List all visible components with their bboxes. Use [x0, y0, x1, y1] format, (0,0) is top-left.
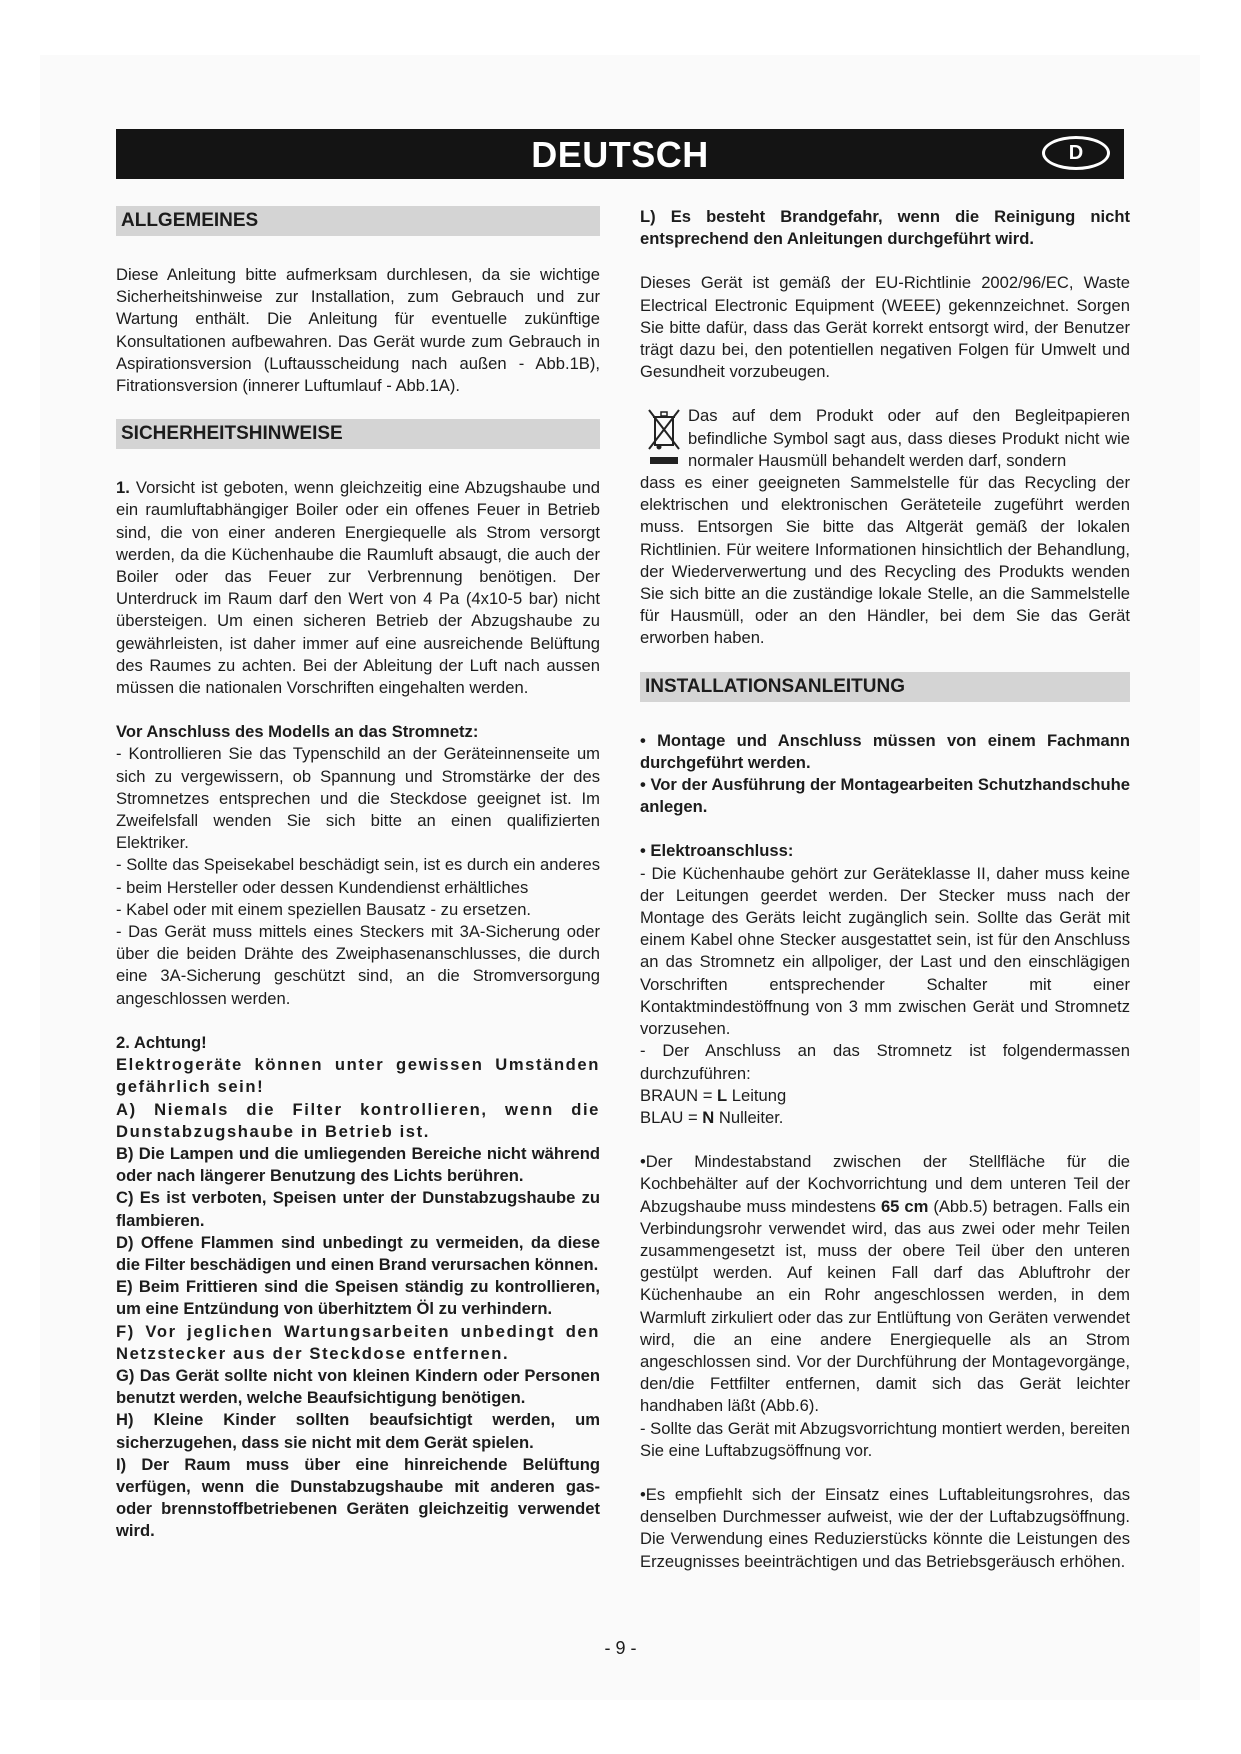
warning-item: I) Der Raum muss über eine hinreichende Belüftung verfügen, wenn die Dunstabzugshaube mit anderen gas- oder brennstoffbetriebenen Geräten gleichzeitig verwendet wird. — [116, 1454, 600, 1541]
installation-heading: INSTALLATIONSANLEITUNG — [640, 672, 1130, 702]
distance-note: - Sollte das Gerät mit Abzugsvorrichtung montiert werden, bereiten Sie eine Luftabzugsöffnung vor. — [640, 1418, 1130, 1460]
warning-title: 2. Achtung! — [116, 1032, 207, 1052]
power-item: - Sollte das Speisekabel beschädigt sein, ist es durch ein anderes - beim Hersteller oder dessen Kundendienst erhältliches — [116, 855, 600, 897]
power-item: - Kontrollieren Sie das Typenschild an der Geräteinnenseite um sich zu vergewissern, ob Spannung und Stromstärke der des Stromnetzes entsprechen und die Steckdose geeignet ist. Im Zweifelsfall wenden Sie sich bitte an einen qualifizierten Elektriker. — [116, 744, 600, 853]
warning-item-l: L) Es besteht Brandgefahr, wenn die Reinigung nicht entsprechend den Anleitungen durchgeführt wird. — [640, 207, 1130, 249]
distance-value: 65 cm — [880, 1196, 929, 1216]
safety-1-number: 1. — [116, 478, 130, 498]
power-item: - Das Gerät muss mittels eines Steckers mit 3A-Sicherung oder über die beiden Drähte des Zweiphasenanschlusses, die durch eine 3A-Sicherung geschützt sind, an die Stromversorgung angeschlossen werden. — [116, 922, 600, 1008]
left-column — [116, 206, 600, 1543]
symbol-text: Das auf dem Produkt oder auf den Begleitpapieren befindliche Symbol sagt aus, dass dieses Produkt nicht wie normaler Hausmüll behandelt werden darf, sondern — [688, 406, 1130, 470]
distance-text: •Der Mindestabstand zwischen der Stellfläche für die Kochbehälter auf der Kochvorrichtung und dem unteren Teil der Abzugshaube muss mindestens 65 cm (Abb.5) betragen. Falls ein Verbindungsrohr verwendet wird, das aus zwei oder mehr Teilen zusammengesetzt ist, muss der obere Teil über den unteren gestülpt werden. Auf keinen Fall darf das Abluftrohr der Küchenhaube an ein Rohr angeschlossen werden, in dem Warmluft zirkuliert oder das zur Entlüftung von Geräten verwendet wird, die an eine andere Energiequelle als an Strom angeschlossen sind. Vor der Durchführung der Montagevorgänge, den/die Fettfilter entfernen, damit sich das Gerät leichter handhaben läßt (Abb.6). — [640, 1152, 1130, 1416]
weee-notice — [640, 405, 1130, 472]
language-title: DEUTSCH — [531, 134, 709, 175]
warning-intro: Elektrogeräte können unter gewissen Umständen gefährlich sein! — [116, 1055, 600, 1097]
electrical-text: - Die Küchenhaube gehört zur Geräteklasse II, daher muss keine der Leitungen geerdet werden. Der Stecker muss nach der Montage des Geräts leicht zugänglich sein. Sollte das Gerät mit einem Kabel ohne Stecker ausgestattet sein, ist für den Anschluss an das Stromnetz ein allpoliger, der Last und den einschlägigen Vorschriften entsprechender Schalter mit einer Kontaktmindestöffnung von 3 mm zwischen Gerät und Stromnetz vorzusehen. — [640, 863, 1130, 1039]
language-badge: D — [1042, 136, 1110, 170]
safety-1-text: Vorsicht ist geboten, wenn gleichzeitig eine Abzugshaube und ein raumluftabhängiger Boiler oder ein offenes Feuer in Betrieb sind, die von einer anderen Energiequelle als Strom versorgt werden, da die Küchenhaube die Raumluft absaugt, die auch der Boiler oder das Feuer zur Verbrennung benötigen. Der Unterdruck im Raum darf den Wert von 4 Pa (4x10-5 bar) nicht übersteigen. Um einen sicheren Betrieb der Abzugshaube zu gewährleisten, ist daher immer auf eine ausreichende Belüftung des Raumes zu achten. Bei der Ableitung der Luft nach aussen müssen die nationalen Vorschriften eingehalten werden. — [116, 478, 600, 698]
warning-item: A) Niemals die Filter kontrollieren, wenn die Dunstabzugshaube in Betrieb ist. — [116, 1099, 600, 1141]
general-text: Diese Anleitung bitte aufmerksam durchlesen, da sie wichtige Sicherheitshinweise zur Installation, zum Gebrauch und zur Wartung enthält. Die Anleitung für eventuelle zukünftige Konsultationen aufbewahren. Das Gerät wurde zum Gebrauch in Aspirationsversion (Luftausscheidung nach außen - Abb.1B), Fitrationsversion (innerer Luftumlauf - Abb.1A). — [116, 265, 600, 396]
symbol-text-continued: dass es einer geeigneten Sammelstelle für das Recycling der elektrischen und elektronischen Geräteteile zugeführt werden muss. Entsorgen Sie bitte das Altgerät gemäß der lokalen Richtlinien. Für weitere Informationen hinsichtlich der Behandlung, der Wiederverwertung und des Recycling des Produkts wenden Sie sich bitte an die zuständige lokale Stelle, an die Sammelstelle für Hausmüll, oder an den Händler, bei dem Sie das Gerät erworben haben. — [640, 473, 1130, 648]
power-heading: Vor Anschluss des Modells an das Stromnetz: — [116, 722, 479, 742]
warning-item: E) Beim Frittieren sind die Speisen ständig zu kontrollieren, um eine Entzündung von überhitztem Öl zu verhindern. — [116, 1277, 600, 1319]
safety-1 — [116, 477, 600, 699]
warning-item: H) Kleine Kinder sollten beaufsichtigt werden, um sicherzugehen, dass sie nicht mit dem Gerät spielen. — [116, 1410, 600, 1452]
right-column — [640, 206, 1130, 1573]
wire-brown: BRAUN = L Leitung — [640, 1085, 787, 1105]
safety-heading: SICHERHEITSHINWEISE — [116, 419, 600, 449]
crossed-bin-icon — [640, 405, 688, 471]
warning-item: F) Vor jeglichen Wartungsarbeiten unbedingt den Netzstecker aus der Steckdose entfernen. — [116, 1321, 600, 1363]
install-bullet: • Vor der Ausführung der Montagearbeiten Schutzhandschuhe anlegen. — [640, 775, 1130, 817]
duct-text: •Es empfiehlt sich der Einsatz eines Luftableitungsrohres, das denselben Durchmesser aufweist, wie der der Luftabzugsöffnung. Die Verwendung eines Reduzierstücks könnte die Leistungen des Erzeugnisses beeinträchtigen und das Betriebsgeräusch erhöhen. — [640, 1484, 1130, 1571]
install-bullet: • Montage und Anschluss müssen von einem Fachmann durchgeführt werden. — [640, 730, 1130, 772]
warning-item: C) Es ist verboten, Speisen unter der Dunstabzugshaube zu flambieren. — [116, 1188, 600, 1230]
electrical-text: - Der Anschluss an das Stromnetz ist folgendermassen durchzuführen: — [640, 1041, 1130, 1083]
general-heading: ALLGEMEINES — [116, 206, 600, 236]
wire-blue: BLAU = N Nulleiter. — [640, 1107, 784, 1127]
page-number: - 9 - — [604, 1638, 637, 1658]
warning-item: D) Offene Flammen sind unbedingt zu vermeiden, da diese die Filter beschädigen und einen Brand verursachen können. — [116, 1232, 600, 1274]
weee-text: Dieses Gerät ist gemäß der EU-Richtlinie 2002/96/EC, Waste Electrical Electronic Equipment (WEEE) gekennzeichnet. Sorgen Sie bitte dafür, dass das Gerät korrekt entsorgt wird, der Benutzer trägt dazu bei, den potentiellen negativen Folgen für Umwelt und Gesundheit vorzubeugen. — [640, 273, 1130, 382]
electrical-heading: • Elektroanschluss: — [640, 841, 794, 861]
power-item: - Kabel oder mit einem speziellen Bausatz - zu ersetzen. — [116, 899, 532, 919]
language-banner — [116, 129, 1124, 179]
warning-item: B) Die Lampen und die umliegenden Bereiche nicht während oder nach längerer Benutzung des Lichts berühren. — [116, 1143, 600, 1186]
warning-item: G) Das Gerät sollte nicht von kleinen Kindern oder Personen benutzt werden, welche Beaufsichtigung benötigen. — [116, 1365, 600, 1408]
